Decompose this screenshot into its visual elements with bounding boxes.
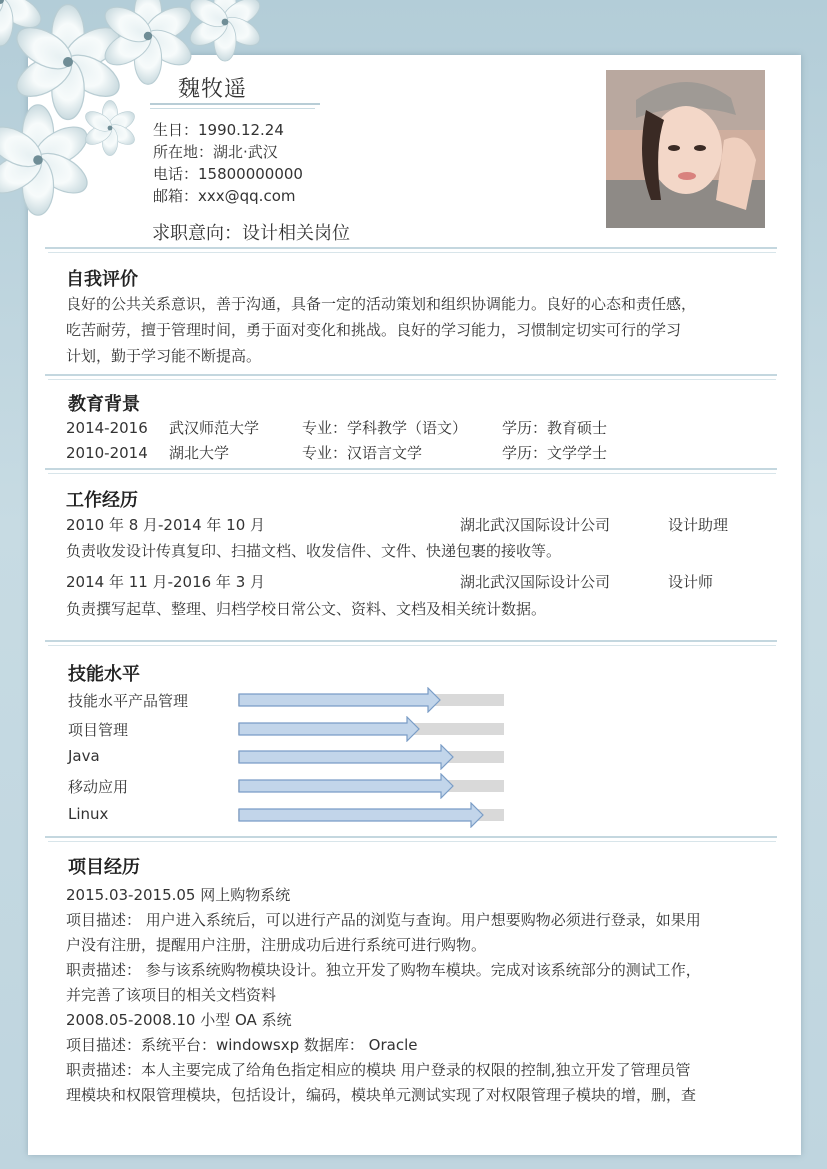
project-line: 项目描述：系统平台：windowsxp 数据库： Oracle (66, 1036, 418, 1054)
edu-major: 专业：学科教学（语文） (302, 419, 468, 437)
skill-level-arrow (238, 716, 421, 742)
project-line: 职责描述：本人主要完成了给角色指定相应的模块 用户登录的权限的控制,独立开发了管理员管 (66, 1061, 691, 1079)
edu-period: 2010-2014 (66, 444, 148, 462)
work-period: 2010 年 8 月-2014 年 10 月 (66, 516, 265, 534)
self-eval-line: 吃苦耐劳，擅于管理时间，勇于面对变化和挑战。良好的学习能力，习惯制定切实可行的学习 (66, 321, 682, 339)
edu-period: 2014-2016 (66, 419, 148, 437)
profile-photo (606, 70, 765, 228)
candidate-name: 魏牧遥 (178, 77, 248, 102)
work-period: 2014 年 11 月-2016 年 3 月 (66, 573, 265, 591)
edu-school: 武汉师范大学 (169, 419, 260, 437)
project-line: 理模块和权限管理模块，包括设计，编码，模块单元测试实现了对权限管理子模块的增，删，查 (66, 1086, 697, 1104)
section-divider-thin (48, 645, 776, 646)
location: 所在地：湖北·武汉 (153, 143, 278, 161)
project-line: 2008.05-2008.10 小型 OA 系统 (66, 1011, 292, 1029)
project-line: 并完善了该项目的相关文档资料 (66, 986, 277, 1004)
section-divider-thin (48, 473, 776, 474)
self-eval-line: 良好的公共关系意识，善于沟通，具备一定的活动策划和组织协调能力。良好的心态和责任感， (66, 295, 697, 313)
skills-heading: 技能水平 (68, 664, 140, 685)
name-underline (150, 103, 320, 105)
section-divider-thin (48, 252, 776, 253)
education-heading: 教育背景 (68, 394, 140, 415)
skill-label: Java (68, 747, 100, 765)
work-role: 设计助理 (668, 516, 729, 534)
skill-level-arrow (238, 687, 442, 713)
section-divider-thin (48, 841, 776, 842)
self-eval-heading: 自我评价 (66, 269, 138, 290)
phone: 电话：15800000000 (153, 165, 303, 183)
section-divider (45, 836, 777, 838)
skill-label: 技能水平产品管理 (68, 692, 189, 710)
work-desc: 负责收发设计传真复印、扫描文档、收发信件、文件、快递包裹的接收等。 (66, 542, 562, 560)
work-heading: 工作经历 (66, 490, 138, 511)
email: 邮箱：xxx@qq.com (153, 187, 296, 205)
projects-heading: 项目经历 (68, 857, 140, 878)
edu-degree: 学历：文学学士 (502, 444, 608, 462)
project-line: 户没有注册，提醒用户注册，注册成功后进行系统可进行购物。 (66, 936, 487, 954)
skill-level-arrow (238, 773, 455, 799)
work-desc: 负责撰写起草、整理、归档学校日常公文、资料、文档及相关统计数据。 (66, 600, 547, 618)
project-line: 职责描述： 参与该系统购物模块设计。独立开发了购物车模块。完成对该系统部分的测试工作， (66, 961, 701, 979)
edu-major: 专业：汉语言文学 (302, 444, 423, 462)
section-divider (45, 640, 777, 642)
name-underline-thin (150, 108, 315, 109)
job-intent: 求职意向：设计相关岗位 (152, 223, 350, 244)
edu-school: 湖北大学 (169, 444, 230, 462)
work-company: 湖北武汉国际设计公司 (460, 516, 611, 534)
section-divider (45, 247, 777, 249)
section-divider (45, 468, 777, 470)
work-company: 湖北武汉国际设计公司 (460, 573, 611, 591)
section-divider-thin (48, 379, 776, 380)
skill-label: Linux (68, 805, 109, 823)
skill-level-arrow (238, 744, 455, 770)
skill-level-arrow (238, 802, 485, 828)
skill-label: 移动应用 (68, 778, 129, 796)
birthday: 生日：1990.12.24 (153, 121, 284, 139)
project-line: 项目描述： 用户进入系统后，可以进行产品的浏览与查询。用户想要购物必须进行登录，如果用 (66, 911, 701, 929)
work-role: 设计师 (668, 573, 714, 591)
edu-degree: 学历：教育硕士 (502, 419, 608, 437)
section-divider (45, 374, 777, 376)
skill-label: 项目管理 (68, 721, 129, 739)
self-eval-line: 计划，勤于学习能不断提高。 (66, 347, 262, 365)
project-line: 2015.03-2015.05 网上购物系统 (66, 886, 291, 904)
